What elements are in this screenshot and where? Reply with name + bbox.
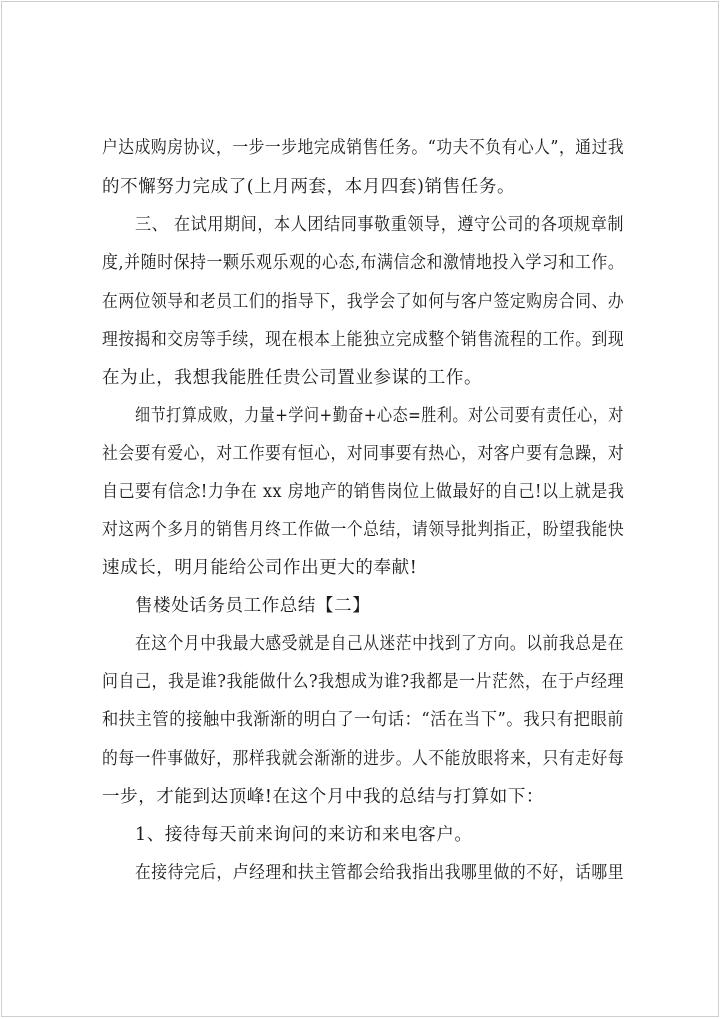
paragraph-line: 在两位领导和老员工们的指导下，我学会了如何与客户签定购房合同、办 xyxy=(102,292,625,312)
paragraph-line: 在这个月中我最大感受就是自己从迷茫中找到了方向。以前我总是在 xyxy=(135,634,624,654)
paragraph-line: 和扶主管的接触中我渐渐的明白了一句话：“活在当下”。我只有把眼前 xyxy=(102,710,625,730)
paragraph-line: 一步，才能到达顶峰!在这个月中我的总结与打算如下： xyxy=(102,787,545,807)
paragraph-line: 理按揭和交房等手续，现在根本上能独立完成整个销售流程的工作。到现 xyxy=(102,330,625,350)
paragraph-line: 的每一件事做好，那样我就会渐渐的进步。人不能放眼将来，只有走好每 xyxy=(102,749,625,769)
paragraph-line: 细节打算成败，力量+学问+勤奋+心态=胜利。对公司要有责任心，对 xyxy=(135,406,624,426)
paragraph-line: 在接待完后，卢经理和扶主管都会给我指出我哪里做的不好，话哪里 xyxy=(135,863,624,883)
paragraph-line: 度,并随时保持一颗乐观乐观的心态,布满信念和激情地投入学习和工作。 xyxy=(102,253,625,273)
document-page xyxy=(1,1,719,1017)
paragraph-line: 对这两个多月的销售月终工作做一个总结，请领导批判指正，盼望我能快 xyxy=(102,520,625,540)
paragraph-line: 在为止，我想我能胜任贵公司置业参谋的工作。 xyxy=(102,368,483,388)
paragraph-line: 三、 在试用期间，本人团结同事敬重领导，遵守公司的各项规章制 xyxy=(135,215,625,235)
paragraph-line: 问自己，我是谁?我能做什么?我想成为谁?我都是一片茫然，在于卢经理 xyxy=(102,672,624,692)
paragraph-line: 户达成购房协议，一步一步地完成销售任务。“功夫不负有心人”，通过我 xyxy=(102,138,625,158)
paragraph-line: 的不懈努力完成了(上月两套，本月四套)销售任务。 xyxy=(102,177,516,197)
paragraph-line: 速成长，明月能给公司作出更大的奉献! xyxy=(102,558,418,578)
section-heading: 售楼处话务员工作总结【二】 xyxy=(135,596,371,616)
paragraph-line: 社会要有爱心，对工作要有恒心，对同事要有热心，对客户要有急躁，对 xyxy=(102,444,625,464)
list-item: 1、接待每天前来询问的来访和来电客户。 xyxy=(135,825,473,845)
paragraph-line: 自己要有信念!力争在 xx 房地产的销售岗位上做最好的自己!以上就是我 xyxy=(102,482,625,502)
